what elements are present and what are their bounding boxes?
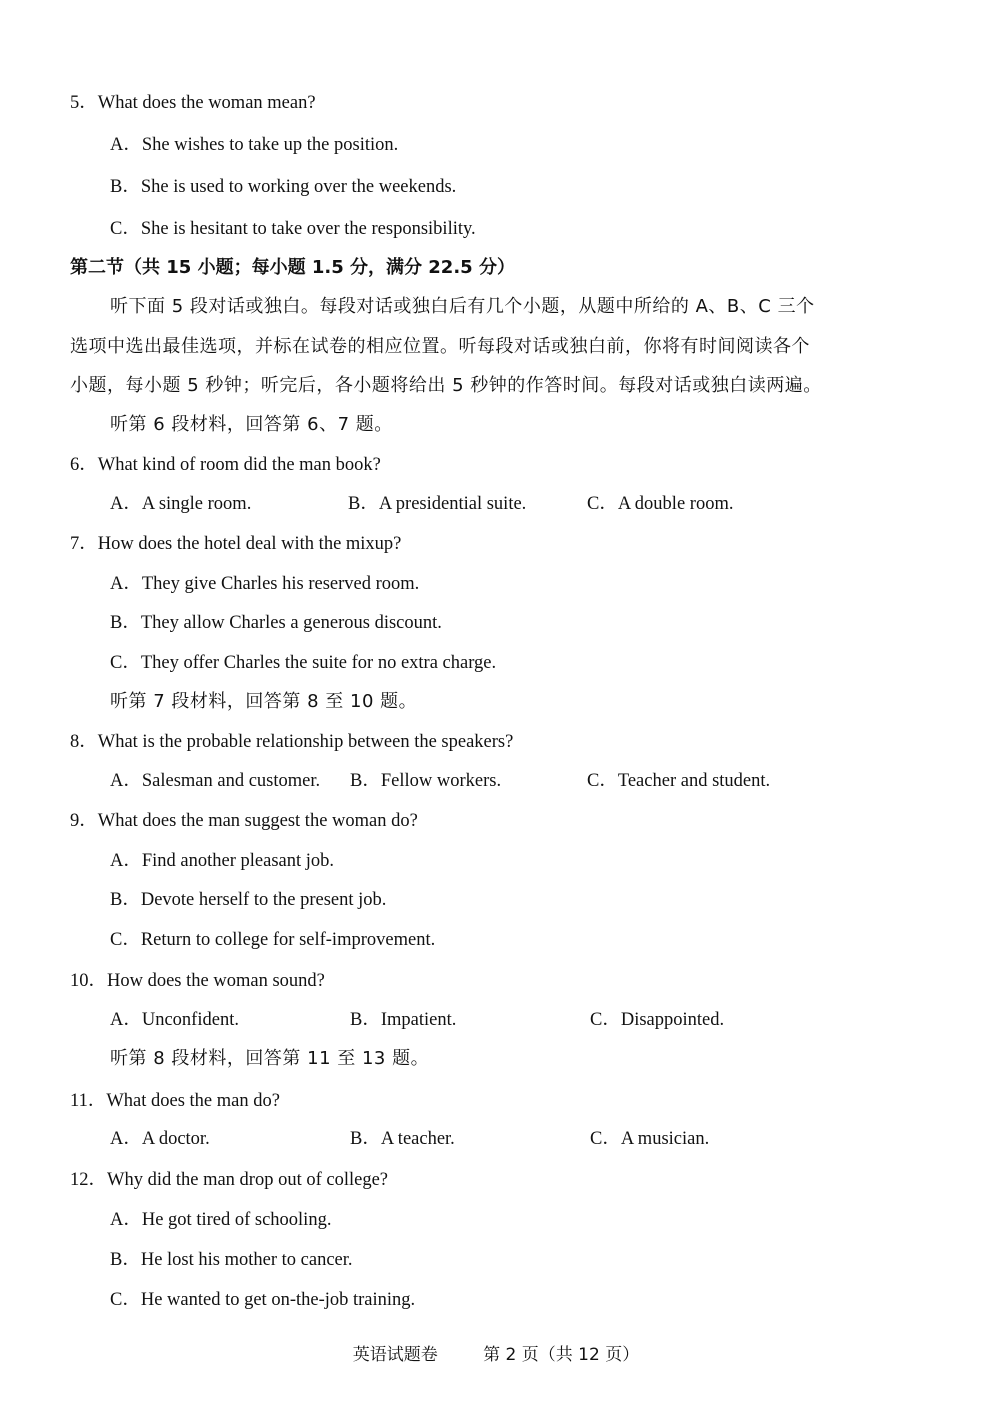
question-6-option-a: A．A single room. — [110, 494, 252, 514]
footer-subject: 英语试题卷 — [352, 1345, 438, 1365]
question-5-option-a: A．She wishes to take up the position. — [110, 135, 399, 155]
section-2-instructions-line-3: 小题，每小题 5 秒钟；听完后，各小题将给出 5 秒钟的作答时间。每段对话或独白读两遍。 — [70, 375, 822, 396]
question-10-option-b: B．Impatient. — [350, 1010, 457, 1030]
question-8-option-c: C．Teacher and student. — [587, 771, 771, 791]
question-9-option-c: C．Return to college for self-improvement. — [110, 930, 436, 950]
footer-page-number: 第 2 页（共 12 页） — [483, 1345, 640, 1365]
question-8-option-a: A．Salesman and customer. — [110, 771, 321, 791]
question-10: 10．How does the woman sound? — [70, 971, 325, 991]
question-12-option-b: B．He lost his mother to cancer. — [110, 1250, 353, 1270]
question-5-option-b: B．She is used to working over the weekends. — [110, 177, 457, 197]
material-6-label: 听第 6 段材料，回答第 6、7 题。 — [110, 414, 393, 435]
question-8-option-b: B．Fellow workers. — [350, 771, 502, 791]
question-6-option-b: B．A presidential suite. — [348, 494, 527, 514]
question-12-option-c: C．He wanted to get on-the-job training. — [110, 1290, 416, 1310]
question-11-option-a: A．A doctor. — [110, 1129, 210, 1149]
section-2-instructions-line-1: 听下面 5 段对话或独白。每段对话或独白后有几个小题，从题中所给的 A、B、C 三个 — [110, 296, 815, 317]
question-7: 7．How does the hotel deal with the mixup? — [70, 534, 402, 554]
question-9-option-b: B．Devote herself to the present job. — [110, 890, 387, 910]
section-2-heading: 第二节（共 15 小题；每小题 1.5 分，满分 22.5 分） — [70, 257, 515, 278]
question-7-option-a: A．They give Charles his reserved room. — [110, 574, 420, 594]
question-8: 8．What is the probable relationship between the speakers? — [70, 732, 514, 752]
question-12: 12．Why did the man drop out of college? — [70, 1170, 389, 1190]
question-10-option-a: A．Unconfident. — [110, 1010, 239, 1030]
question-12-option-a: A．He got tired of schooling. — [110, 1210, 332, 1230]
question-6-option-c: C．A double room. — [587, 494, 734, 514]
question-6: 6．What kind of room did the man book? — [70, 455, 381, 475]
material-8-label: 听第 8 段材料，回答第 11 至 13 题。 — [110, 1048, 430, 1069]
question-11-option-c: C．A musician. — [590, 1129, 710, 1149]
question-9: 9．What does the man suggest the woman do? — [70, 811, 418, 831]
question-7-option-c: C．They offer Charles the suite for no extra charge. — [110, 653, 497, 673]
question-10-option-c: C．Disappointed. — [590, 1010, 725, 1030]
question-11: 11．What does the man do? — [70, 1091, 280, 1111]
question-7-option-b: B．They allow Charles a generous discount. — [110, 613, 442, 633]
question-9-option-a: A．Find another pleasant job. — [110, 851, 335, 871]
material-7-label: 听第 7 段材料，回答第 8 至 10 题。 — [110, 691, 418, 712]
question-11-option-b: B．A teacher. — [350, 1129, 455, 1149]
section-2-instructions-line-2: 选项中选出最佳选项，并标在试卷的相应位置。听每段对话或独白前，你将有时间阅读各个 — [70, 336, 810, 357]
question-5: 5．What does the woman mean? — [70, 93, 316, 113]
question-5-option-c: C．She is hesitant to take over the responsibility. — [110, 219, 476, 239]
page-footer — [0, 1342, 992, 1368]
